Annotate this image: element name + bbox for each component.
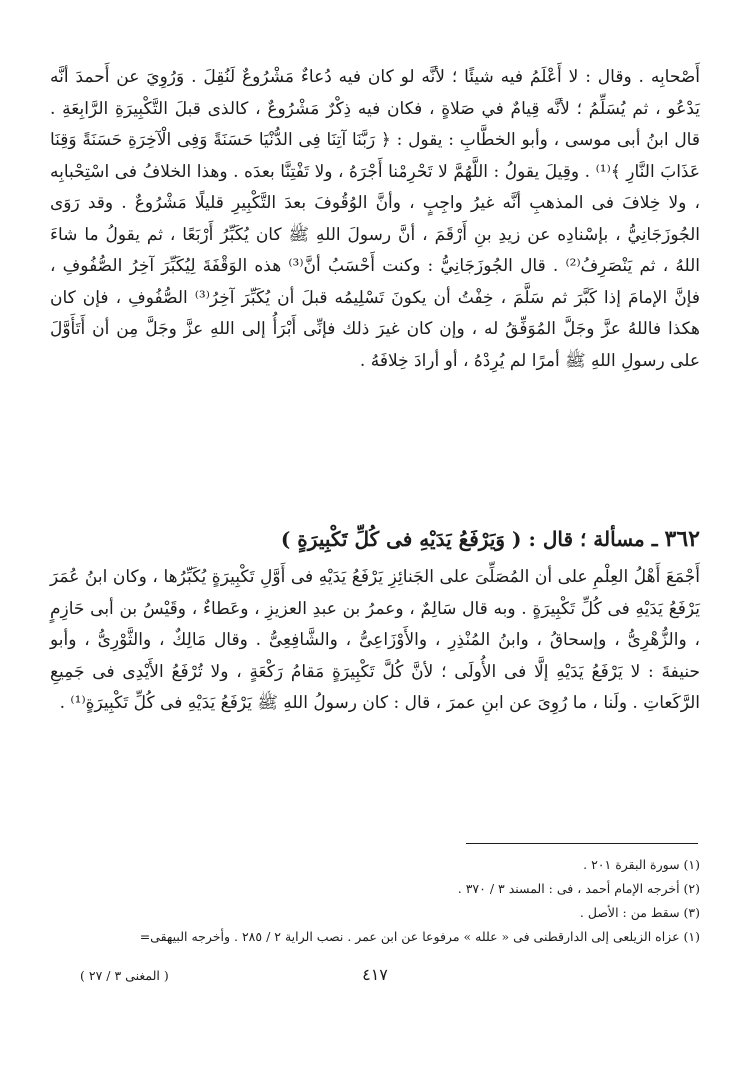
issue-number: ٣٦٢	[664, 526, 700, 552]
main-text-block	[50, 62, 700, 377]
issue-heading	[50, 522, 700, 556]
volume-reference: ( المغنى ٣ / ٢٧ )	[80, 968, 169, 983]
paragraph: أَصْحابِه . وقال : لا أَعْلَمُ فيه شيئًا ؛ لأنَّه لو كان فيه دُعاءٌ مَشْرُوعٌ لَنُقِلَ . وَرُوِيَ عن أَحمدَ أنَّه يَدْعُو ، ثم يُسَلِّمُ ؛ لأنَّه قِيامٌ في صَلاةٍ ، فكان فيه ذِكْرٌ مَشْرُوعٌ ، كالذى قبلَ التَّكْبِيرَةِ الرَّابِعَةِ . قال ابنُ أبى موسى ، وأبو الخطَّابِ : يقول : ﴿ رَبَّنَا آتِنَا فِى الدُّنْيَا حَسَنَةً وَفِى الْآخِرَةِ حَسَنَةً وَقِنَا عَذَابَ النَّارِ ﴾⁽¹⁾ . وقِيلَ يقولُ : اللَّهُمَّ لا تَحْرِمْنا أَجْرَهُ ، ولا تَفْتِنَّا بعدَه . وهذا الخلافُ فى اسْتِحْبابِه ، ولا خِلافَ فى المذهبِ أنَّه غيرُ واجِبٍ ، وأنَّ الوُقُوفَ بعدَ التَّكْبِيرِ قليلًا مَشْرُوعٌ . وقد رَوَى الجُوزَجَانِيُّ ، بإسْنادِه عن زيدِ بنِ أَرْقَمَ ، أنَّ رسولَ اللهِ ﷺ كان يُكَبِّرُ أَرْبَعًا ، ثم يقولُ ما شاءَ اللهُ ، ثم يَنْصَرِفُ⁽²⁾ . قال الجُوزَجَانِيُّ : وكنت أَحْسَبُ أنَّ⁽³⁾ هذه الوَقْفَةَ لِيُكَبِّرَ آخِرُ الصُّفُوفِ ، فإنَّ الإمامَ إذا كَبَّرَ ثم سَلَّمَ ، خِفْتُ أن يكونَ تَسْلِيمُه قبلَ أن يُكَبِّرَ آخِرُ⁽³⁾ الصُّفُوفِ ، فإن كان هكذا فاللهُ عزَّ وجَلَّ المُوَفِّقُ له ، وإن كان غيرَ ذلك فإنِّى أَبْرَأُ إلى اللهِ عزَّ وجَلَّ مِن أن أَتَأَوَّلَ على رسولِ اللهِ ﷺ أمرًا لم يُرِدْهُ ، أو أرادَ خِلافَهُ .	[50, 67, 701, 371]
heading-dash: ـ	[644, 527, 658, 551]
issue-text-block	[50, 562, 700, 720]
paragraph: أَجْمَعَ أَهْلُ العِلْمِ على أن المُصَلِّىَ على الجَنائِزِ يَرْفَعُ يَدَيْهِ فى أَوَّلِ تَكْبِيرَةٍ يُكَبِّرُها ، وكان ابنُ عُمَرَ يَرْفَعُ يَدَيْهِ فى كُلِّ تَكْبِيرَةٍ . وبه قال سَالِمٌ ، وعمرُ بن عبدِ العزيزِ ، وعَطاءٌ ، وقَيْسُ بن أبى حَازِمٍ ، والزُّهْرِىُّ ، وإسحاقُ ، وابنُ المُنْذِرِ ، والأَوْزَاعِىُّ ، والشَّافِعِىُّ . وقال مَالِكٌ ، والثَّوْرِىُّ ، وأبو حنيفةَ : لا يَرْفَعُ يَدَيْهِ إلَّا فى الأُولَى ؛ لأنَّ كُلَّ تَكْبِيرَةٍ مَقامُ رَكْعَةٍ ، ولا تُرْفَعُ الأَيْدِى فى جَمِيعِ الرَّكَعاتِ . ولَنا ، ما رُوِىَ عن ابنِ عمرَ ، قال : كان رسولُ اللهِ ﷺ يَرْفَعُ يَدَيْهِ فى كُلِّ تَكْبِيرَةٍ⁽¹⁾ .	[50, 567, 700, 713]
footnote: (٢) أخرجه الإمام أحمد ، فى : المسند ٣ / ٣٧٠ .	[457, 881, 700, 896]
footnote-divider	[466, 843, 698, 844]
page-number: ٤١٧	[362, 965, 388, 984]
issue-label: مسألة ؛ قال :	[528, 527, 645, 551]
footnote: (١) عزاه الزيلعى إلى الدارقطنى فى « علله » مرفوعا عن ابن عمر . نصب الراية ٢ / ٢٨٥ . وأخرجه البيهقى=	[139, 929, 700, 944]
footnotes	[50, 853, 700, 949]
footnote: (١) سورة البقرة ٢٠١ .	[583, 857, 700, 872]
footnote: (٣) سقط من : الأصل .	[579, 905, 700, 920]
issue-quote: ( وَيَرْفَعُ يَدَيْهِ فى كُلِّ تَكْبِيرَةٍ )	[280, 527, 522, 551]
